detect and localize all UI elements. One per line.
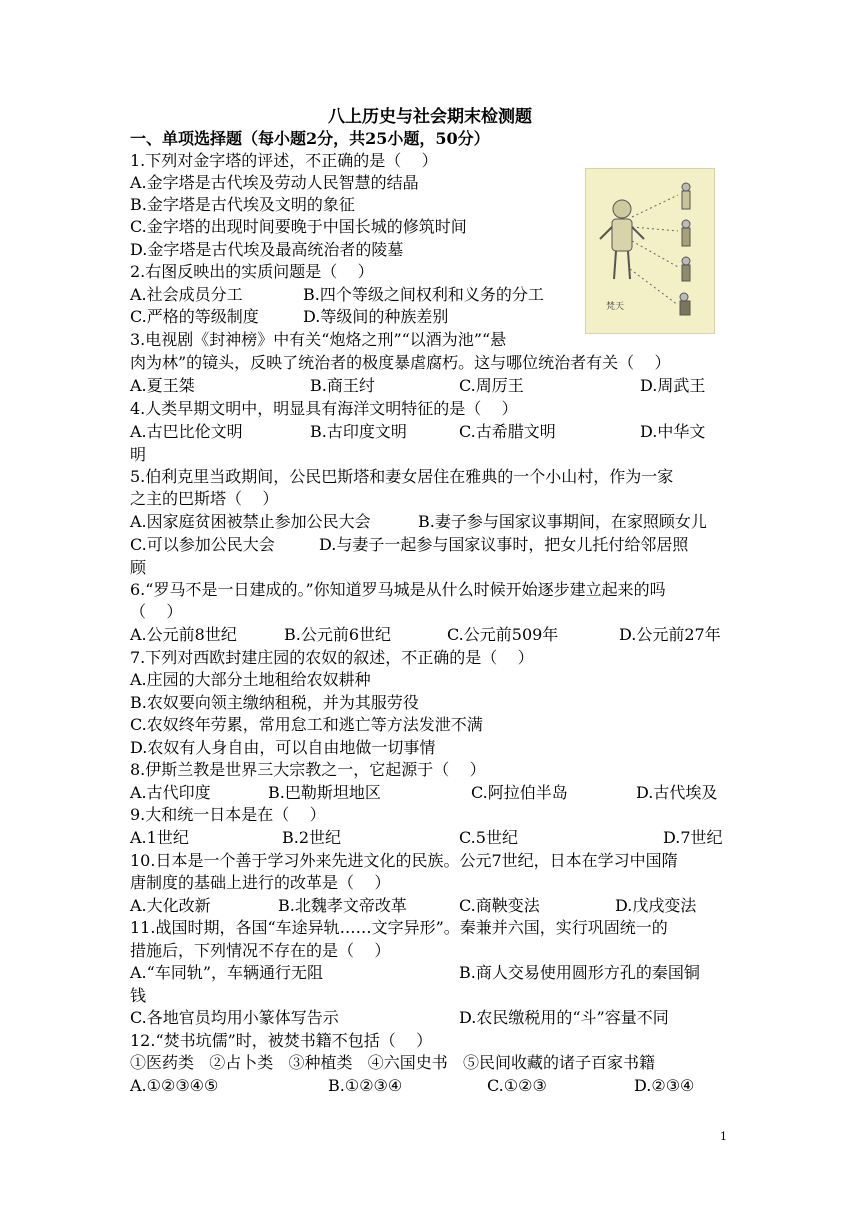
- q12-stem: 12.“焚书坑儒”时，被焚书籍不包括（ ）: [130, 1031, 433, 1050]
- q8-option-b: B.巴勒斯坦地区: [268, 783, 381, 802]
- q12-option-d: D.②③④: [634, 1076, 695, 1095]
- q11-stem-line1: 11.战国时期，各国“车途异轨……文字异形”。秦兼并六国，实行巩固统一的: [130, 918, 668, 937]
- q1-option-b: B.金字塔是古代埃及文明的象征: [130, 195, 355, 214]
- q8-stem: 8.伊斯兰教是世界三大宗教之一，它起源于（ ）: [130, 760, 486, 779]
- q9-stem: 9.大和统一日本是在（ ）: [130, 805, 326, 824]
- q6-option-a: A.公元前8世纪: [130, 625, 237, 644]
- q2-option-c: C.严格的等级制度: [130, 307, 259, 326]
- q7-option-c: C.农奴终年劳累，常用怠工和逃亡等方法发泄不满: [130, 715, 483, 734]
- q10-option-b: B.北魏孝文帝改革: [278, 896, 407, 915]
- q3-stem-line1: 3.电视剧《封神榜》中有关“炮烙之刑”“以酒为池”“悬: [130, 330, 507, 349]
- section-heading: 一、单项选择题（每小题2分，共25小题，50分）: [130, 129, 490, 148]
- q4-option-a: A.古巴比伦文明: [130, 422, 243, 441]
- q5-option-b: B.妻子参与国家议事期间，在家照顾女儿: [418, 512, 707, 531]
- q9-option-a: A.1世纪: [130, 828, 189, 847]
- q12-items: ①医药类 ②占卜类 ③种植类 ④六国史书 ⑤民间收藏的诸子百家书籍: [130, 1053, 656, 1072]
- q12-option-a: A.①②③④⑤: [130, 1076, 219, 1095]
- q4-option-c: C.古希腊文明: [459, 422, 556, 441]
- q12-option-c: C.①②③: [487, 1076, 547, 1095]
- q7-stem: 7.下列对西欧封建庄园的农奴的叙述，不正确的是（ ）: [130, 648, 534, 667]
- q6-option-d: D.公元前27年: [619, 625, 721, 644]
- q10-stem-line1: 10.日本是一个善于学习外来先进文化的民族。公元7世纪，日本在学习中国隋: [130, 851, 678, 870]
- q6-option-b: B.公元前6世纪: [284, 625, 392, 644]
- q5-stem-line2: 之主的巴斯塔（ ）: [130, 489, 279, 508]
- q2-option-b: B.四个等级之间权利和义务的分工: [303, 285, 544, 304]
- figure-label: 梵天: [606, 302, 625, 312]
- q8-option-d: D.古代埃及: [636, 783, 718, 802]
- q2-option-a: A.社会成员分工: [130, 285, 243, 304]
- q5-stem-line1: 5.伯利克里当政期间，公民巴斯塔和妻女居住在雅典的一个小山村，作为一家: [130, 467, 674, 486]
- q3-option-c: C.周厉王: [459, 376, 524, 395]
- q9-option-b: B.2世纪: [282, 828, 342, 847]
- q11-option-a: A.“车同轨”，车辆通行无阻: [130, 963, 324, 982]
- q8-option-a: A.古代印度: [130, 783, 211, 802]
- q4-stem: 4.人类早期文明中，明显具有海洋文明特征的是（ ）: [130, 399, 518, 418]
- q1-stem: 1.下列对金字塔的评述，不正确的是（ ）: [130, 151, 438, 170]
- q10-option-a: A.大化改新: [130, 896, 211, 915]
- q4-option-d: D.中华文: [640, 422, 706, 441]
- q2-stem: 2.右图反映出的实质问题是（ ）: [130, 262, 374, 281]
- q12-option-b: B.①②③④: [328, 1076, 403, 1095]
- q7-option-a: A.庄园的大部分土地租给农奴耕种: [130, 670, 371, 689]
- q3-stem-line2: 肉为林”的镜头，反映了统治者的极度暴虐腐朽。这与哪位统治者有关（ ）: [130, 353, 671, 372]
- q7-option-d: D.农奴有人身自由，可以自由地做一切事情: [130, 738, 436, 757]
- q2-option-d: D.等级间的种族差别: [303, 307, 449, 326]
- q11-option-d: D.农民缴税用的“斗”容量不同: [459, 1008, 669, 1027]
- q8-option-c: C.阿拉伯半岛: [471, 783, 568, 802]
- q1-option-c: C.金字塔的出现时间要晚于中国长城的修筑时间: [130, 217, 467, 236]
- caste-illustration: [585, 168, 715, 334]
- q3-option-b: B.商王纣: [310, 376, 375, 395]
- q4-option-b: B.古印度文明: [310, 422, 407, 441]
- page-title: 八上历史与社会期末检测题: [328, 107, 532, 127]
- q11-option-b-cont: 钱: [130, 986, 147, 1005]
- q11-option-b: B.商人交易使用圆形方孔的秦国铜: [459, 963, 700, 982]
- q3-option-a: A.夏王桀: [130, 376, 195, 395]
- q11-stem-line2: 措施后，下列情况不存在的是（ ）: [130, 941, 391, 960]
- q5-option-d: D.与妻子一起参与国家议事时，把女儿托付给邻居照: [319, 535, 689, 554]
- q11-option-c: C.各地官员均用小篆体写告示: [130, 1008, 339, 1027]
- q4-option-d-cont: 明: [130, 445, 147, 464]
- q1-option-d: D.金字塔是古代埃及最高统治者的陵墓: [130, 240, 404, 259]
- q6-stem-line2: （ ）: [130, 602, 183, 621]
- q9-option-d: D.7世纪: [663, 828, 723, 847]
- q10-option-d: D.戊戌变法: [615, 896, 697, 915]
- q5-option-d-cont: 顾: [130, 558, 147, 577]
- q6-option-c: C.公元前509年: [447, 625, 559, 644]
- q10-option-c: C.商鞅变法: [459, 896, 540, 915]
- page-number: 1: [720, 1130, 727, 1143]
- q5-option-a: A.因家庭贫困被禁止参加公民大会: [130, 512, 371, 531]
- q10-stem-line2: 唐制度的基础上进行的改革是（ ）: [130, 873, 391, 892]
- q9-option-c: C.5世纪: [459, 828, 518, 847]
- q6-stem-line1: 6.“罗马不是一日建成的。”你知道罗马城是从什么时候开始逐步建立起来的吗: [130, 580, 666, 599]
- q7-option-b: B.农奴要向领主缴纳租税，并为其服劳役: [130, 693, 419, 712]
- q3-option-d: D.周武王: [640, 376, 706, 395]
- q5-option-c: C.可以参加公民大会: [130, 535, 275, 554]
- q1-option-a: A.金字塔是古代埃及劳动人民智慧的结晶: [130, 173, 419, 192]
